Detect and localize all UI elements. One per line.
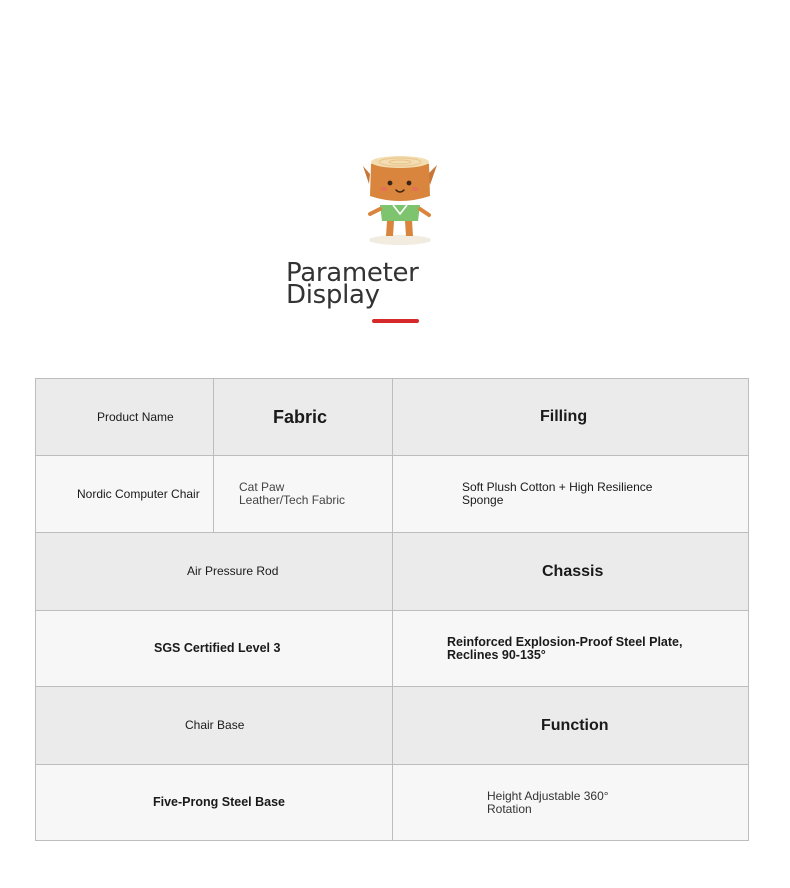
function-label: Function <box>541 716 609 734</box>
chassis-value <box>393 636 748 662</box>
cell-air-pressure-rod-label <box>36 533 393 611</box>
air-pressure-rod-label: Air Pressure Rod <box>187 564 279 578</box>
chassis-value-line-1: Reinforced Explosion-Proof Steel Plate, <box>447 634 683 649</box>
chassis-value-line-2: Reclines 90-135° <box>447 647 546 662</box>
cell-fabric-value <box>214 456 393 533</box>
fabric-value-line-2: Leather/Tech Fabric <box>239 493 346 507</box>
table-row <box>36 379 749 456</box>
table-row <box>36 533 749 611</box>
cell-chair-base-value <box>36 765 393 841</box>
cell-product-name-value <box>36 456 214 533</box>
cell-chassis-label <box>393 533 749 611</box>
title-accent-bar <box>372 319 419 323</box>
filling-value-line-1: Soft Plush Cotton + High Resilience <box>462 480 653 494</box>
title-line-1: Parameter <box>286 258 419 288</box>
filling-value <box>393 481 748 507</box>
fabric-value-line-1: Cat Paw <box>239 480 285 494</box>
cell-chassis-value <box>393 611 749 687</box>
parameter-table <box>35 378 749 841</box>
table-row <box>36 611 749 687</box>
function-value-line-1: Height Adjustable 360° <box>487 788 609 803</box>
fabric-value <box>214 481 392 507</box>
cell-filling-label <box>393 379 749 456</box>
chair-base-value: Five-Prong Steel Base <box>153 795 285 809</box>
cell-product-name-label <box>36 379 214 456</box>
product-name-label: Product Name <box>97 409 174 424</box>
function-value-line-2: Rotation <box>487 801 532 816</box>
page-title <box>286 258 486 310</box>
table-row <box>36 456 749 533</box>
function-value <box>393 790 748 816</box>
cell-filling-value <box>393 456 749 533</box>
title-line-2: Display <box>286 280 380 310</box>
cell-air-pressure-rod-value <box>36 611 393 687</box>
chassis-label: Chassis <box>542 562 604 580</box>
table-row <box>36 687 749 765</box>
air-pressure-rod-value: SGS Certified Level 3 <box>154 641 281 655</box>
chair-base-label: Chair Base <box>185 718 245 732</box>
product-name-value: Nordic Computer Chair <box>77 486 200 501</box>
fabric-label: Fabric <box>273 406 328 427</box>
cell-fabric-label <box>214 379 393 456</box>
cell-function-label <box>393 687 749 765</box>
filling-label: Filling <box>540 408 588 425</box>
tree-stump-mascot-icon <box>360 152 440 248</box>
cell-function-value <box>393 765 749 841</box>
filling-value-line-2: Sponge <box>462 493 504 507</box>
table-row <box>36 765 749 841</box>
cell-chair-base-label <box>36 687 393 765</box>
